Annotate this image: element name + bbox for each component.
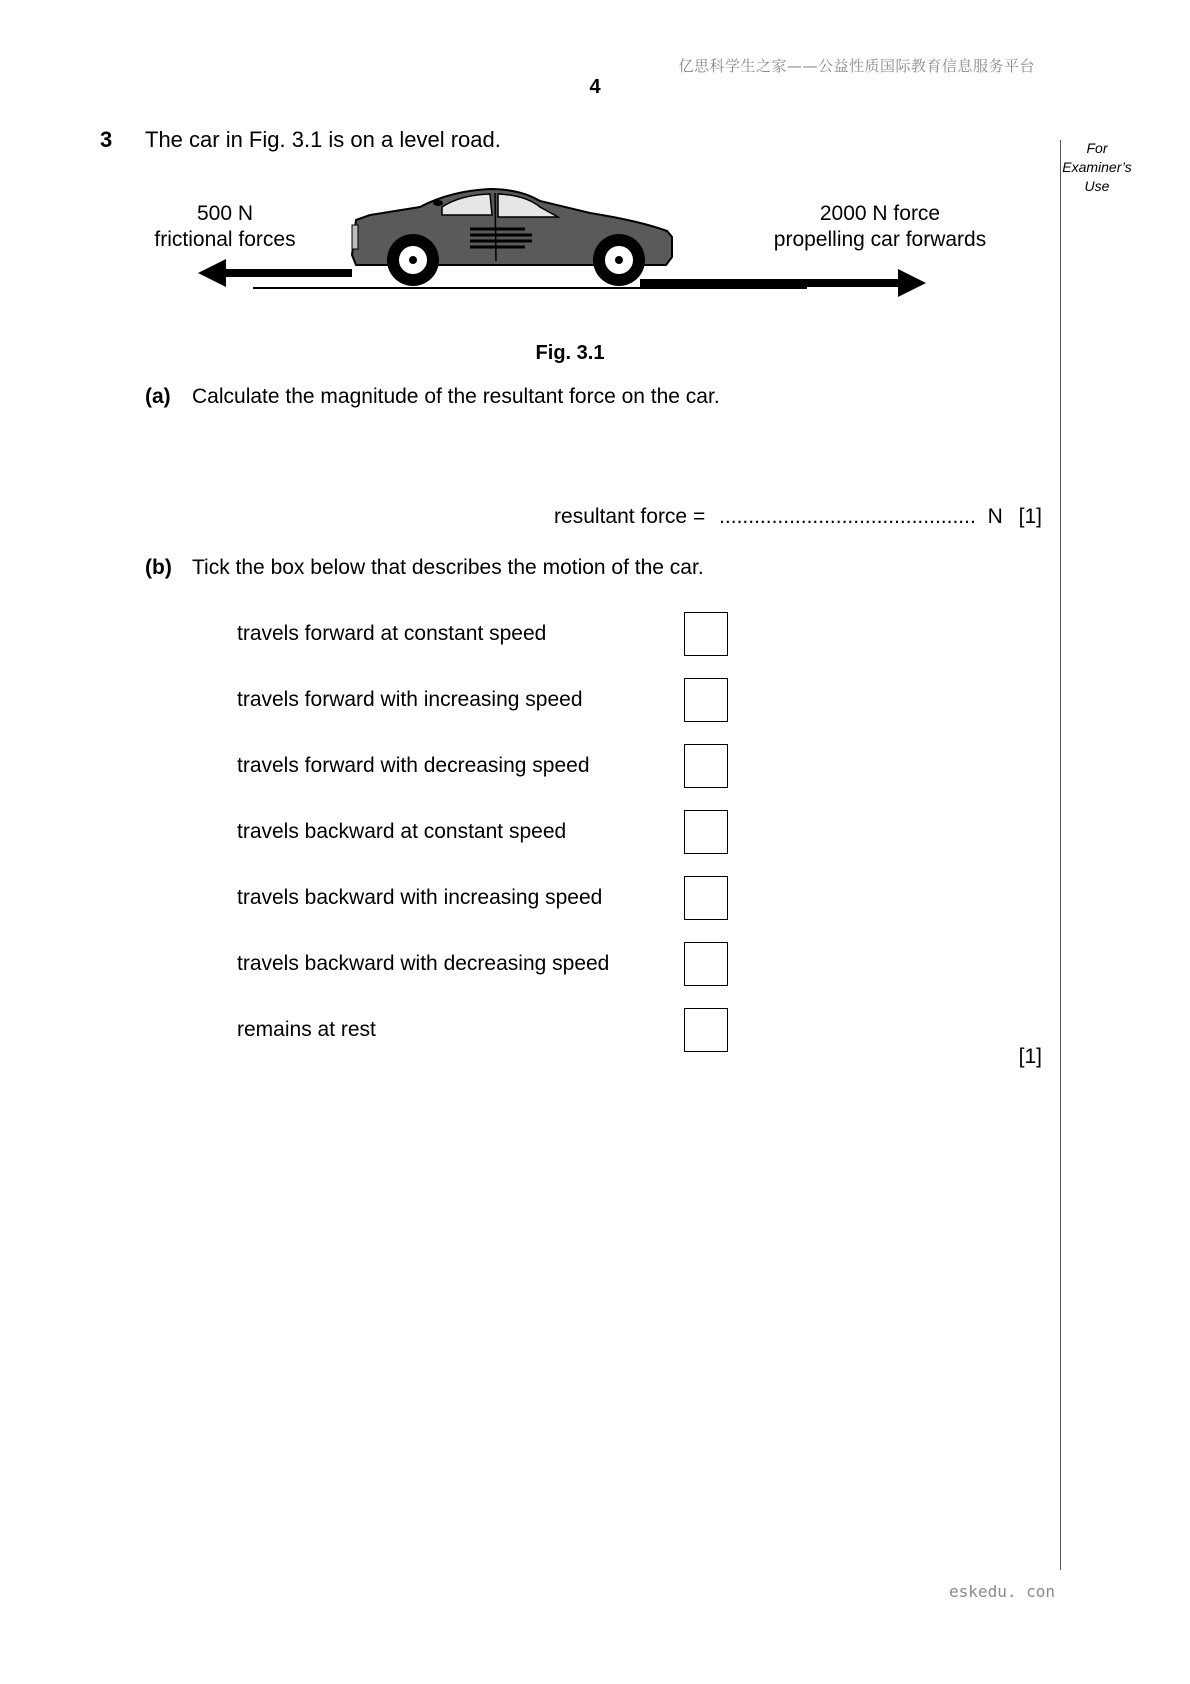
part-a-label: (a) bbox=[145, 385, 171, 408]
option-label: travels forward with decreasing speed bbox=[237, 754, 590, 777]
tick-box-forward-increasing[interactable] bbox=[684, 678, 728, 722]
option-label: travels backward with decreasing speed bbox=[237, 952, 610, 975]
option-label: travels forward at constant speed bbox=[237, 622, 547, 645]
examiner-use-label bbox=[1062, 139, 1132, 196]
header-watermark: 亿思科学生之家——公益性质国际教育信息服务平台 bbox=[678, 57, 1035, 75]
tick-box-remains-at-rest[interactable] bbox=[684, 1008, 728, 1052]
tick-box-backward-increasing[interactable] bbox=[684, 876, 728, 920]
part-b-text: Tick the box below that describes the motion of the car. bbox=[192, 556, 704, 579]
figure-caption: Fig. 3.1 bbox=[535, 342, 605, 364]
propelling-arrow-head bbox=[898, 269, 926, 297]
page-number: 4 bbox=[589, 76, 601, 98]
question-stem: The car in Fig. 3.1 is on a level road. bbox=[145, 127, 501, 152]
option-label: travels backward at constant speed bbox=[237, 820, 567, 843]
footer-watermark: eskedu. con bbox=[949, 1582, 1055, 1601]
propelling-force-description: propelling car forwards bbox=[773, 228, 987, 251]
resultant-force-answer-line bbox=[554, 505, 1042, 529]
option-label: remains at rest bbox=[237, 1018, 376, 1041]
tick-box-forward-constant[interactable] bbox=[684, 612, 728, 656]
friction-force-description: frictional forces bbox=[154, 228, 296, 251]
tick-box-forward-decreasing[interactable] bbox=[684, 744, 728, 788]
answer-unit: N bbox=[987, 505, 1003, 528]
car-illustration bbox=[352, 189, 672, 286]
answer-prefix: resultant force = bbox=[554, 505, 706, 528]
car-force-diagram bbox=[180, 185, 940, 305]
option-label: travels backward with increasing speed bbox=[237, 886, 603, 909]
friction-force-value: 500 N bbox=[196, 202, 254, 225]
propelling-force-value: 2000 N force bbox=[819, 202, 941, 225]
part-b-marks: [1] bbox=[1018, 1045, 1042, 1068]
answer-dots[interactable]: ............................................ bbox=[719, 505, 976, 528]
option-label: travels forward with increasing speed bbox=[237, 688, 583, 711]
tick-box-backward-decreasing[interactable] bbox=[684, 942, 728, 986]
friction-arrow-head bbox=[198, 259, 226, 287]
examiner-use-text: For Examiner’s Use bbox=[1062, 140, 1132, 194]
question-number: 3 bbox=[100, 127, 113, 152]
part-a-marks: [1] bbox=[1018, 505, 1042, 528]
tick-box-backward-constant[interactable] bbox=[684, 810, 728, 854]
part-a-text: Calculate the magnitude of the resultant force on the car. bbox=[192, 385, 720, 408]
part-b-label: (b) bbox=[145, 556, 172, 579]
